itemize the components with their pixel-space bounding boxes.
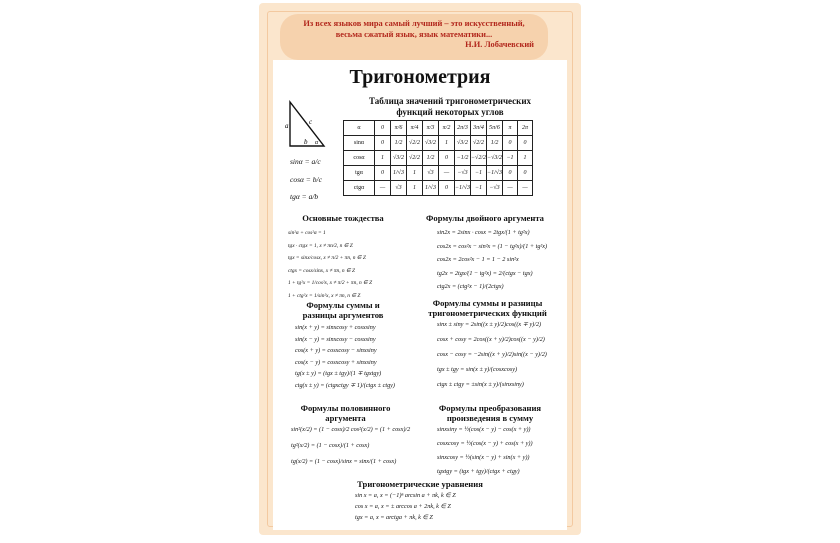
- table-cell: 1: [439, 136, 455, 151]
- table-cell: 0: [518, 166, 533, 181]
- half-arg-title-line-2: аргумента: [325, 413, 366, 423]
- product-title: [420, 403, 560, 423]
- table-cell: 1: [518, 151, 533, 166]
- page-title: Тригонометрия: [349, 66, 491, 88]
- formula-line: 1 + tg²x = 1/cos²x, x ≠ π/2 + πn, n ∈ Z: [288, 280, 373, 286]
- formula-line: tg(x/2) = (1 − cosx)/sinx = sinx/(1 + cosx): [291, 458, 397, 465]
- table-cell: 3π/4: [471, 121, 487, 136]
- table-cell: ctgα: [344, 181, 375, 196]
- table-cell: π/4: [407, 121, 423, 136]
- triangle-label-alpha: α: [315, 140, 319, 146]
- quote-line-1: Из всех языков мира самый лучший – это искусственный,: [303, 19, 525, 28]
- table-cell: 1/2: [391, 136, 407, 151]
- table-cell: −√3/2: [487, 151, 503, 166]
- table-cell: 1/2: [423, 151, 439, 166]
- table-cell: √2/2: [407, 151, 423, 166]
- triangle-formula-cos: cosα = b/c: [290, 175, 322, 184]
- table-cell: √3: [391, 181, 407, 196]
- half-arg-title: [288, 403, 403, 423]
- table-title-line-2: функций некоторых углов: [396, 107, 504, 117]
- table-cell: sinα: [344, 136, 375, 151]
- table-cell: −√3: [455, 166, 471, 181]
- table-cell: √3/2: [423, 136, 439, 151]
- formula-line: tg(x ± y) = (tgx ± tgy)/(1 ∓ tgxtgy): [295, 370, 382, 377]
- table-cell: √2/2: [471, 136, 487, 151]
- table-cell: √2/2: [407, 136, 423, 151]
- table-header-row: [344, 121, 533, 136]
- formula-line: ctgx = cosx/sinx, x ≠ πn, n ∈ Z: [288, 267, 355, 274]
- formula-line: sinxsiny = ½(cos(x − y) − cos(x + y)): [437, 426, 531, 433]
- sum-funcs-title: [415, 298, 560, 318]
- epigraph-quote: [280, 14, 548, 60]
- formula-line: cos(x − y) = cosxcosy + sinxsiny: [295, 358, 377, 366]
- table-cell: −1: [471, 181, 487, 196]
- table-cell: —: [375, 181, 391, 196]
- formula-line: tgx · ctgx = 1, x ≠ πn/2, n ∈ Z: [288, 242, 353, 249]
- formula-line: cos x = a, x = ± arccos a + 2πk, k ∈ Z: [355, 503, 451, 510]
- table-cell: π: [503, 121, 518, 136]
- sum-args-title-line-2: разницы аргументов: [302, 310, 384, 320]
- formula-line: cos2x = 2cos²x − 1 = 1 − 2 sin²x: [437, 256, 519, 263]
- sum-funcs-title-line-1: Формулы суммы и разницы: [432, 298, 543, 308]
- table-cell: 0: [518, 136, 533, 151]
- formula-line: tgx ± tgy = sin(x ± y)/(cosxcosy): [437, 366, 518, 373]
- table-cell: 5π/6: [487, 121, 503, 136]
- table-cell: −1/√3: [487, 166, 503, 181]
- table-cell: 1/√3: [391, 166, 407, 181]
- formula-line: tgx = sinx/cosx, x ≠ π/2 + πn, n ∈ Z: [288, 255, 366, 261]
- table-row: [344, 181, 533, 196]
- table-row: [344, 151, 533, 166]
- table-cell: 2π: [518, 121, 533, 136]
- table-title: [345, 96, 555, 118]
- table-cell: 1: [375, 151, 391, 166]
- table-cell: π/2: [439, 121, 455, 136]
- table-cell: −√2/2: [471, 151, 487, 166]
- table-cell: −1/√3: [455, 181, 471, 196]
- table-cell: √3: [423, 166, 439, 181]
- triangle-label-c: c: [309, 118, 313, 126]
- formula-line: cosx − cosy = −2sin((x + y)/2)sin((x − y)/2): [437, 351, 547, 358]
- table-cell: √3/2: [455, 136, 471, 151]
- table-cell: 0: [375, 121, 391, 136]
- formula-line: sin2x = 2sinx · cosx = 2tgx/(1 + tg²x): [437, 229, 530, 236]
- table-cell: —: [503, 181, 518, 196]
- formula-line: ctg(x ± y) = (ctgxctgy ∓ 1)/(ctgx ± ctgy): [295, 381, 395, 389]
- formula-line: cosxcosy = ½(cos(x − y) + cos(x + y)): [437, 440, 533, 447]
- table-cell: 0: [439, 151, 455, 166]
- quote-author: Н.И. Лобачевский: [465, 40, 534, 49]
- formula-line: cos(x + y) = cosxcosy − sinxsiny: [295, 347, 377, 354]
- table-cell: 0: [439, 181, 455, 196]
- table-cell: −√3: [487, 181, 503, 196]
- triangle-formula-sin: sinα = a/c: [290, 157, 321, 166]
- table-cell: α: [344, 121, 375, 136]
- formula-line: ctg2x = (ctg²x − 1)/(2ctgx): [437, 283, 504, 290]
- table-cell: tgα: [344, 166, 375, 181]
- table-row: [344, 166, 533, 181]
- table-row: [344, 136, 533, 151]
- table-cell: −1: [503, 151, 518, 166]
- formula-line: 1 + ctg²x = 1/sin²x, x ≠ πn, n ∈ Z: [288, 292, 361, 299]
- trig-values-table: [343, 120, 533, 196]
- table-cell: —: [439, 166, 455, 181]
- product-title-line-1: Формулы преобразования: [438, 403, 542, 413]
- triangle-formula-tg: tgα = a/b: [290, 192, 319, 201]
- formula-line: tgxtgy = (tgx + tgy)/(ctgx + ctgy): [437, 468, 520, 475]
- formula-line: sin²α + cos²α = 1: [288, 230, 326, 236]
- sum-funcs-title-line-2: тригонометрических функций: [428, 308, 547, 318]
- table-title-line-1: Таблица значений тригонометрических: [368, 96, 532, 106]
- table-cell: 2π/3: [455, 121, 471, 136]
- formula-line: sin(x − y) = sinxcosy − cosxsiny: [295, 335, 376, 343]
- formula-line: cos2x = cos²x − sin²x = (1 − tg²x)/(1 + tg²x): [437, 242, 548, 250]
- triangle-label-b: b: [304, 138, 308, 146]
- table-cell: 1/2: [487, 136, 503, 151]
- sum-args-title-line-1: Формулы суммы и: [306, 300, 380, 310]
- formula-line: sin(x + y) = sinxcosy + cosxsiny: [295, 324, 376, 331]
- table-cell: cosα: [344, 151, 375, 166]
- table-cell: 1: [407, 166, 423, 181]
- formula-line: ctgx ± ctgy = ±sin(x ± y)/(sinxsiny): [437, 381, 524, 388]
- table-cell: 1/√3: [423, 181, 439, 196]
- table-cell: 1: [407, 181, 423, 196]
- right-triangle-diagram: [284, 100, 328, 152]
- formula-line: sin²(x/2) = (1 − cosx)/2 cos²(x/2) = (1 + cosx)/2: [291, 426, 411, 433]
- table-cell: −1: [471, 166, 487, 181]
- formula-line: cosx + cosy = 2cos((x + y)/2)cos((x − y)/2): [437, 336, 545, 343]
- table-cell: π/3: [423, 121, 439, 136]
- table-cell: 0: [375, 166, 391, 181]
- table-cell: —: [518, 181, 533, 196]
- table-cell: π/6: [391, 121, 407, 136]
- formula-line: sinx ± siny = 2sin((x ± y)/2)cos((x ∓ y)/2): [437, 321, 542, 328]
- formula-line: sinxcosy = ½(sin(x − y) + sin(x + y)): [437, 454, 530, 461]
- table-cell: 0: [503, 136, 518, 151]
- equations-title: Тригонометрические уравнения: [357, 479, 483, 489]
- quote-line-2: весьма сжатый язык, язык математики...: [335, 29, 493, 39]
- formula-line: tg2x = 2tgx/(1 − tg²x) = 2/(ctgx − tgx): [437, 269, 533, 277]
- triangle-label-a: a: [285, 122, 289, 130]
- formula-line: tg²(x/2) = (1 − cosx)/(1 + cosx): [291, 442, 370, 449]
- double-arg-title: Формулы двойного аргумента: [426, 213, 544, 223]
- sum-args-title: [288, 300, 398, 320]
- half-arg-title-line-1: Формулы половинного: [300, 403, 391, 413]
- formula-line: sin x = a, x = (−1)ⁿ arcsin a + πk, k ∈ Z: [355, 492, 456, 499]
- identities-title: Основные тождества: [302, 213, 384, 223]
- table-cell: √3/2: [391, 151, 407, 166]
- table-cell: 0: [503, 166, 518, 181]
- table-cell: 0: [375, 136, 391, 151]
- table-cell: −1/2: [455, 151, 471, 166]
- product-title-line-2: произведения в сумму: [446, 413, 534, 423]
- formula-line: tgx = a, x = arctga + πk, k ∈ Z: [355, 514, 433, 521]
